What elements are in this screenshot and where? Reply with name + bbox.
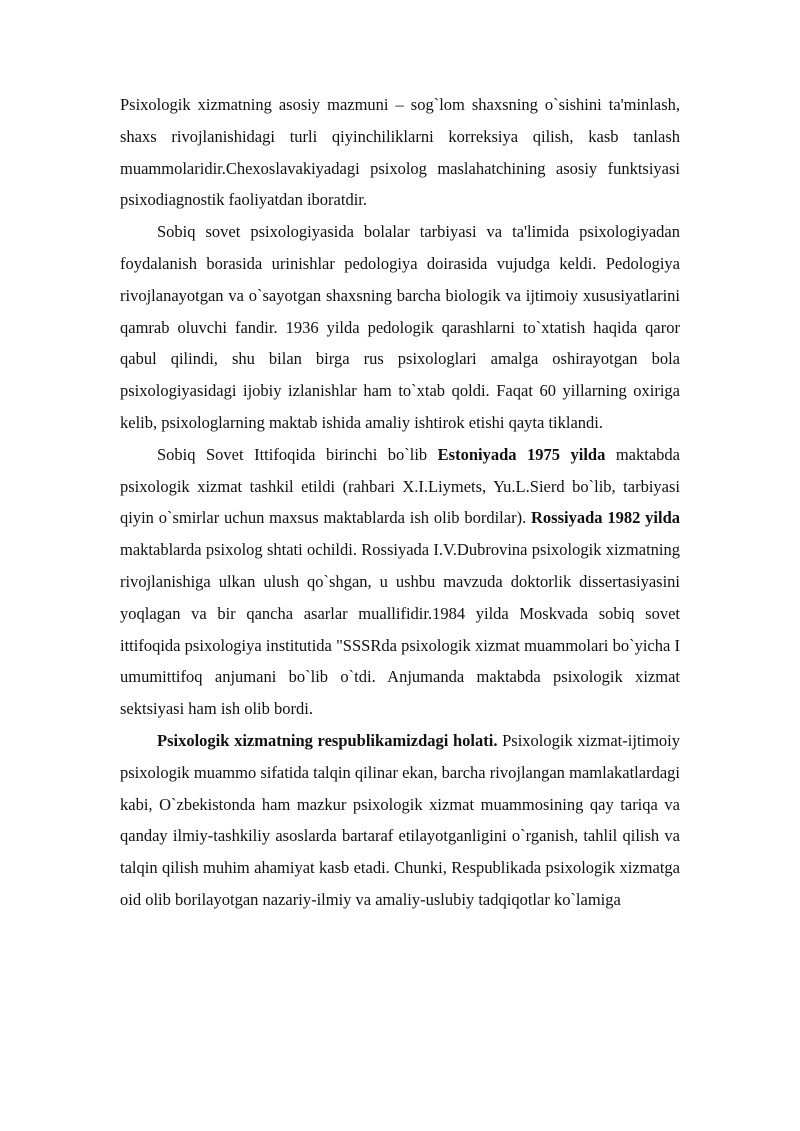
paragraph-text: maktabda psixologik xizmat tashkil etildi (rahbari X.I.Liymets, Yu.L.Sierd bo`lib, tarbiyasi qiyin o`smirlar uchun maxsus maktablarda ish olib bordilar). [120, 444, 680, 528]
paragraph-intro [120, 89, 680, 216]
paragraph-soviet-pedology [120, 216, 680, 439]
paragraph-text: Psixologik xizmatning asosiy mazmuni – sog`lom shaxsning o`sishini ta'minlash, shaxs rivojlanishidagi turli qiyinchiliklarni korreksiya qilish, kasb tanlash muammolaridir.Chexoslavakiyadagi psixolog maslahatchining asosiy funktsiyasi psixodiagnostik faoliyatdan iboratdir. [120, 95, 680, 210]
paragraph-text: Sobiq Sovet Ittifoqida birinchi bo`lib [157, 444, 438, 464]
bold-highlight-russia: Rossiyada 1982 yilda [531, 508, 680, 528]
document-page [120, 89, 680, 916]
paragraph-estonia-russia [120, 439, 680, 725]
section-heading-inline: Psixologik xizmatning respublikamizdagi holati. [157, 730, 498, 750]
paragraph-text: Psixologik xizmat-ijtimoiy psixologik muammo sifatida talqin qilinar ekan, barcha rivojlangan mamlakatlardagi kabi, O`zbekistonda ham mazkur psixologik xizmat muammosining qay tariqa va qanday ilmiy-tashkiliy asoslarda bartaraf etilayotganligini o`rganish, tahlil qilish va talqin qilish muhim ahamiyat kasb etadi. Chunki, Respublikada psixologik xizmatga oid olib borilayotgan nazariy-ilmiy va amaliy-uslubiy tadqiqotlar ko`lamiga [120, 730, 680, 909]
paragraph-text: Sobiq sovet psixologiyasida bolalar tarbiyasi va ta'limida psixologiyadan foydalanish borasida urinishlar pedologiya doirasida vujudga keldi. Pedologiya rivojlanayotgan va o`sayotgan shaxsning barcha biologik va ijtimoiy xususiyatlarini qamrab oluvchi fandir. 1936 yilda pedologik qarashlarni to`xtatish haqida qaror qabul qilindi, shu bilan birga rus psixologlari amalga oshirayotgan bola psixologiyasidagi ijobiy izlanishlar ham to`xtab qoldi. Faqat 60 yillarning oxiriga kelib, psixologlarning maktab ishida amaliy ishtirok etishi qayta tiklandi. [120, 222, 680, 432]
paragraph-text: maktablarda psixolog shtati ochildi. Rossiyada I.V.Dubrovina psixologik xizmatning rivojlanishiga ulkan ulush qo`shgan, u ushbu mavzuda doktorlik dissertasiyasini yoqlagan va bir qancha asarlar muallifidir.1984 yilda Moskvada sobiq sovet ittifoqida psixologiya institutida "SSSRda psixologik xizmat muammolari bo`yicha I umumittifoq anjumani bo`lib o`tdi. Anjumanda maktabda psixologik xizmat sektsiyasi ham ish olib bordi. [120, 540, 680, 719]
paragraph-republic-status [120, 725, 680, 916]
bold-highlight-estonia: Estoniyada 1975 yilda [437, 444, 606, 464]
